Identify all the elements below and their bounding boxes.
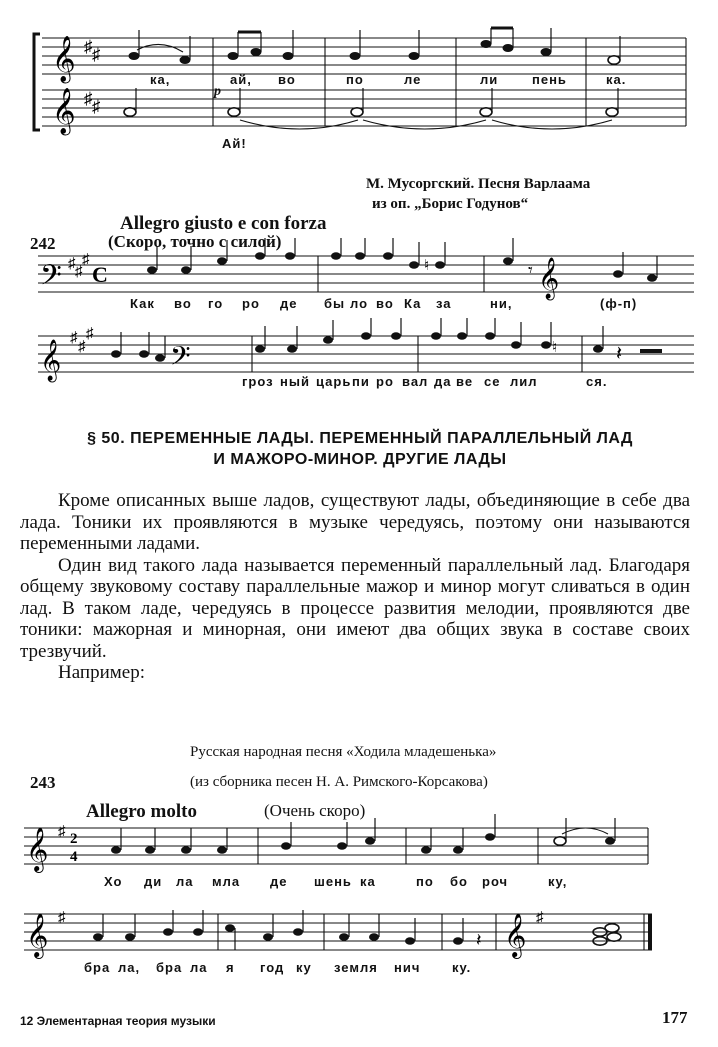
lyric-syllable: ку. [452,960,472,975]
svg-text:𝄽: 𝄽 [616,343,623,365]
svg-text:♯: ♯ [58,910,66,926]
lyric-syllable: по [346,72,364,87]
paragraph: Например: [58,662,145,683]
lyric-syllable: ся. [586,374,608,389]
lyric-syllable: ло [350,296,369,311]
svg-text:𝄞: 𝄞 [538,258,560,299]
tempo-marking: Allegro giusto e con forza [120,213,327,234]
svg-text:𝄢: 𝄢 [170,340,191,378]
song-caption: Русская народная песня «Ходила младешенька» [190,744,497,760]
lyric-syllable: бра [84,960,111,975]
lyric-syllable: ный [280,374,310,389]
svg-text:𝄞: 𝄞 [26,913,49,957]
lyric-syllable: пень [532,72,567,87]
lyric-syllable: ка, [150,72,171,87]
svg-text:4: 4 [70,849,78,865]
lyric-syllable: го [208,296,224,311]
svg-text:♯: ♯ [84,37,93,56]
lyric-syllable: бы [324,296,346,311]
lyric-syllable: ни, [490,296,513,311]
svg-text:♯: ♯ [82,252,90,268]
svg-text:2: 2 [70,831,78,847]
lyric-syllable: по [416,874,434,889]
time-signature: C [92,262,108,287]
lyric-syllable: Ка [404,296,422,311]
source-caption: из оп. „Борис Годунов“ [372,196,529,212]
lyric-syllable: ка [360,874,376,889]
svg-text:♮: ♮ [424,258,430,274]
lyric-syllable: бра [156,960,183,975]
tempo-marking: Allegro molto [86,801,197,822]
section-heading-line1: § 50. ПЕРЕМЕННЫЕ ЛАДЫ. ПЕРЕМЕННЫЙ ПАРАЛЛЕЛЬНЫЙ ЛАД [87,430,633,447]
lyric-syllable: мла [212,874,241,889]
lyric-syllable: ла [176,874,194,889]
lyric-syllable: да [434,374,452,389]
svg-text:♯: ♯ [70,330,78,346]
svg-text:♮: ♮ [552,340,558,356]
lyric-syllable: ку, [548,874,568,889]
lyric-syllable: за [436,296,452,311]
lyric-syllable: бо [450,874,468,889]
page-number: 177 [662,1008,688,1027]
lyric-syllable: (ф-п) [600,296,638,311]
lyric-syllable: де [270,874,288,889]
svg-text:♯: ♯ [75,264,83,280]
paragraph: Кроме описанных выше ладов, существуют лады, объединяющие в себе два лада. Тоники их проявляются в музыке чередуясь, поэтому они называются переменными ладами. [20,490,690,554]
book-title-footer: 12 Элементарная теория музыки [20,1014,216,1028]
lyric-syllable: земля [334,960,378,975]
section-heading-line2: И МАЖОРО-МИНОР. ДРУГИЕ ЛАДЫ [213,451,507,468]
lyric-syllable: ку [296,960,312,975]
lyric-syllable: ди [144,874,163,889]
lyric-syllable: я [226,960,235,975]
svg-text:♯: ♯ [536,910,544,926]
composer-caption: М. Мусоргский. Песня Варлаама [366,176,591,192]
lyric-syllable: во [174,296,192,311]
svg-text:𝄢: 𝄢 [40,259,62,299]
lyric-syllable: год [260,960,285,975]
svg-text:♯: ♯ [84,89,93,108]
lyric-syllable: шень [314,874,352,889]
lyric-syllable: ла [190,960,208,975]
lyric-syllable: се [484,374,501,389]
svg-text:𝄞: 𝄞 [52,88,76,134]
lyric-syllable: ка. [606,72,627,87]
lyric-syllable: вал [402,374,429,389]
lyric-syllable: ли [480,72,499,87]
lyric-syllable: роч [482,874,509,889]
svg-text:𝄞: 𝄞 [40,340,62,381]
lyric-syllable: Хо [104,874,123,889]
svg-text:𝄾: 𝄾 [528,260,533,280]
lyric-syllable: гроз [242,374,274,389]
lyric-syllable: ла, [118,960,141,975]
lyric-syllable: ве [456,374,474,389]
collection-caption: (из сборника песен Н. А. Римского-Корсакова) [190,774,488,790]
svg-text:𝄞: 𝄞 [52,36,76,82]
lyric-syllable: ро [242,296,260,311]
svg-text:𝄞: 𝄞 [504,913,527,957]
lyric-syllable: Ай! [222,136,247,151]
lyric-syllable: во [278,72,296,87]
svg-text:♯: ♯ [58,824,66,840]
svg-text:♯: ♯ [68,256,76,272]
dynamic-marking: p [214,84,221,99]
example-number: 242 [30,234,56,253]
lyric-syllable: царь [316,374,352,389]
svg-text:𝄞: 𝄞 [26,827,49,871]
svg-text:𝄽: 𝄽 [476,930,482,950]
tempo-translation: (Очень скоро) [264,801,366,820]
lyric-syllable: ай, [230,72,252,87]
svg-text:♯: ♯ [78,339,86,355]
lyric-syllable: нич [394,960,421,975]
lyric-syllable: ле [404,72,422,87]
svg-text:♯: ♯ [86,326,94,342]
svg-text:♯: ♯ [92,45,101,64]
tempo-translation: (Скоро, точно с силой) [108,232,282,251]
lyric-syllable: пи [352,374,370,389]
lyric-syllable: де [280,296,298,311]
paragraph: Один вид такого лада называется переменный параллельный лад. Благодаря общему звуковому составу параллельные мажор и минор могут сливаться в один лад. В таком ладе, чередуясь в процессе развития мелодии, проявляются две тоники: мажорная и минорная, они имеют два общих звука в составе своих трезвучий. [20,554,690,662]
lyric-syllable: ро [376,374,394,389]
lyric-syllable: во [376,296,394,311]
lyric-syllable: Как [130,296,155,311]
svg-text:♯: ♯ [92,97,101,116]
lyric-syllable: лил [510,374,538,389]
example-number: 243 [30,773,56,792]
